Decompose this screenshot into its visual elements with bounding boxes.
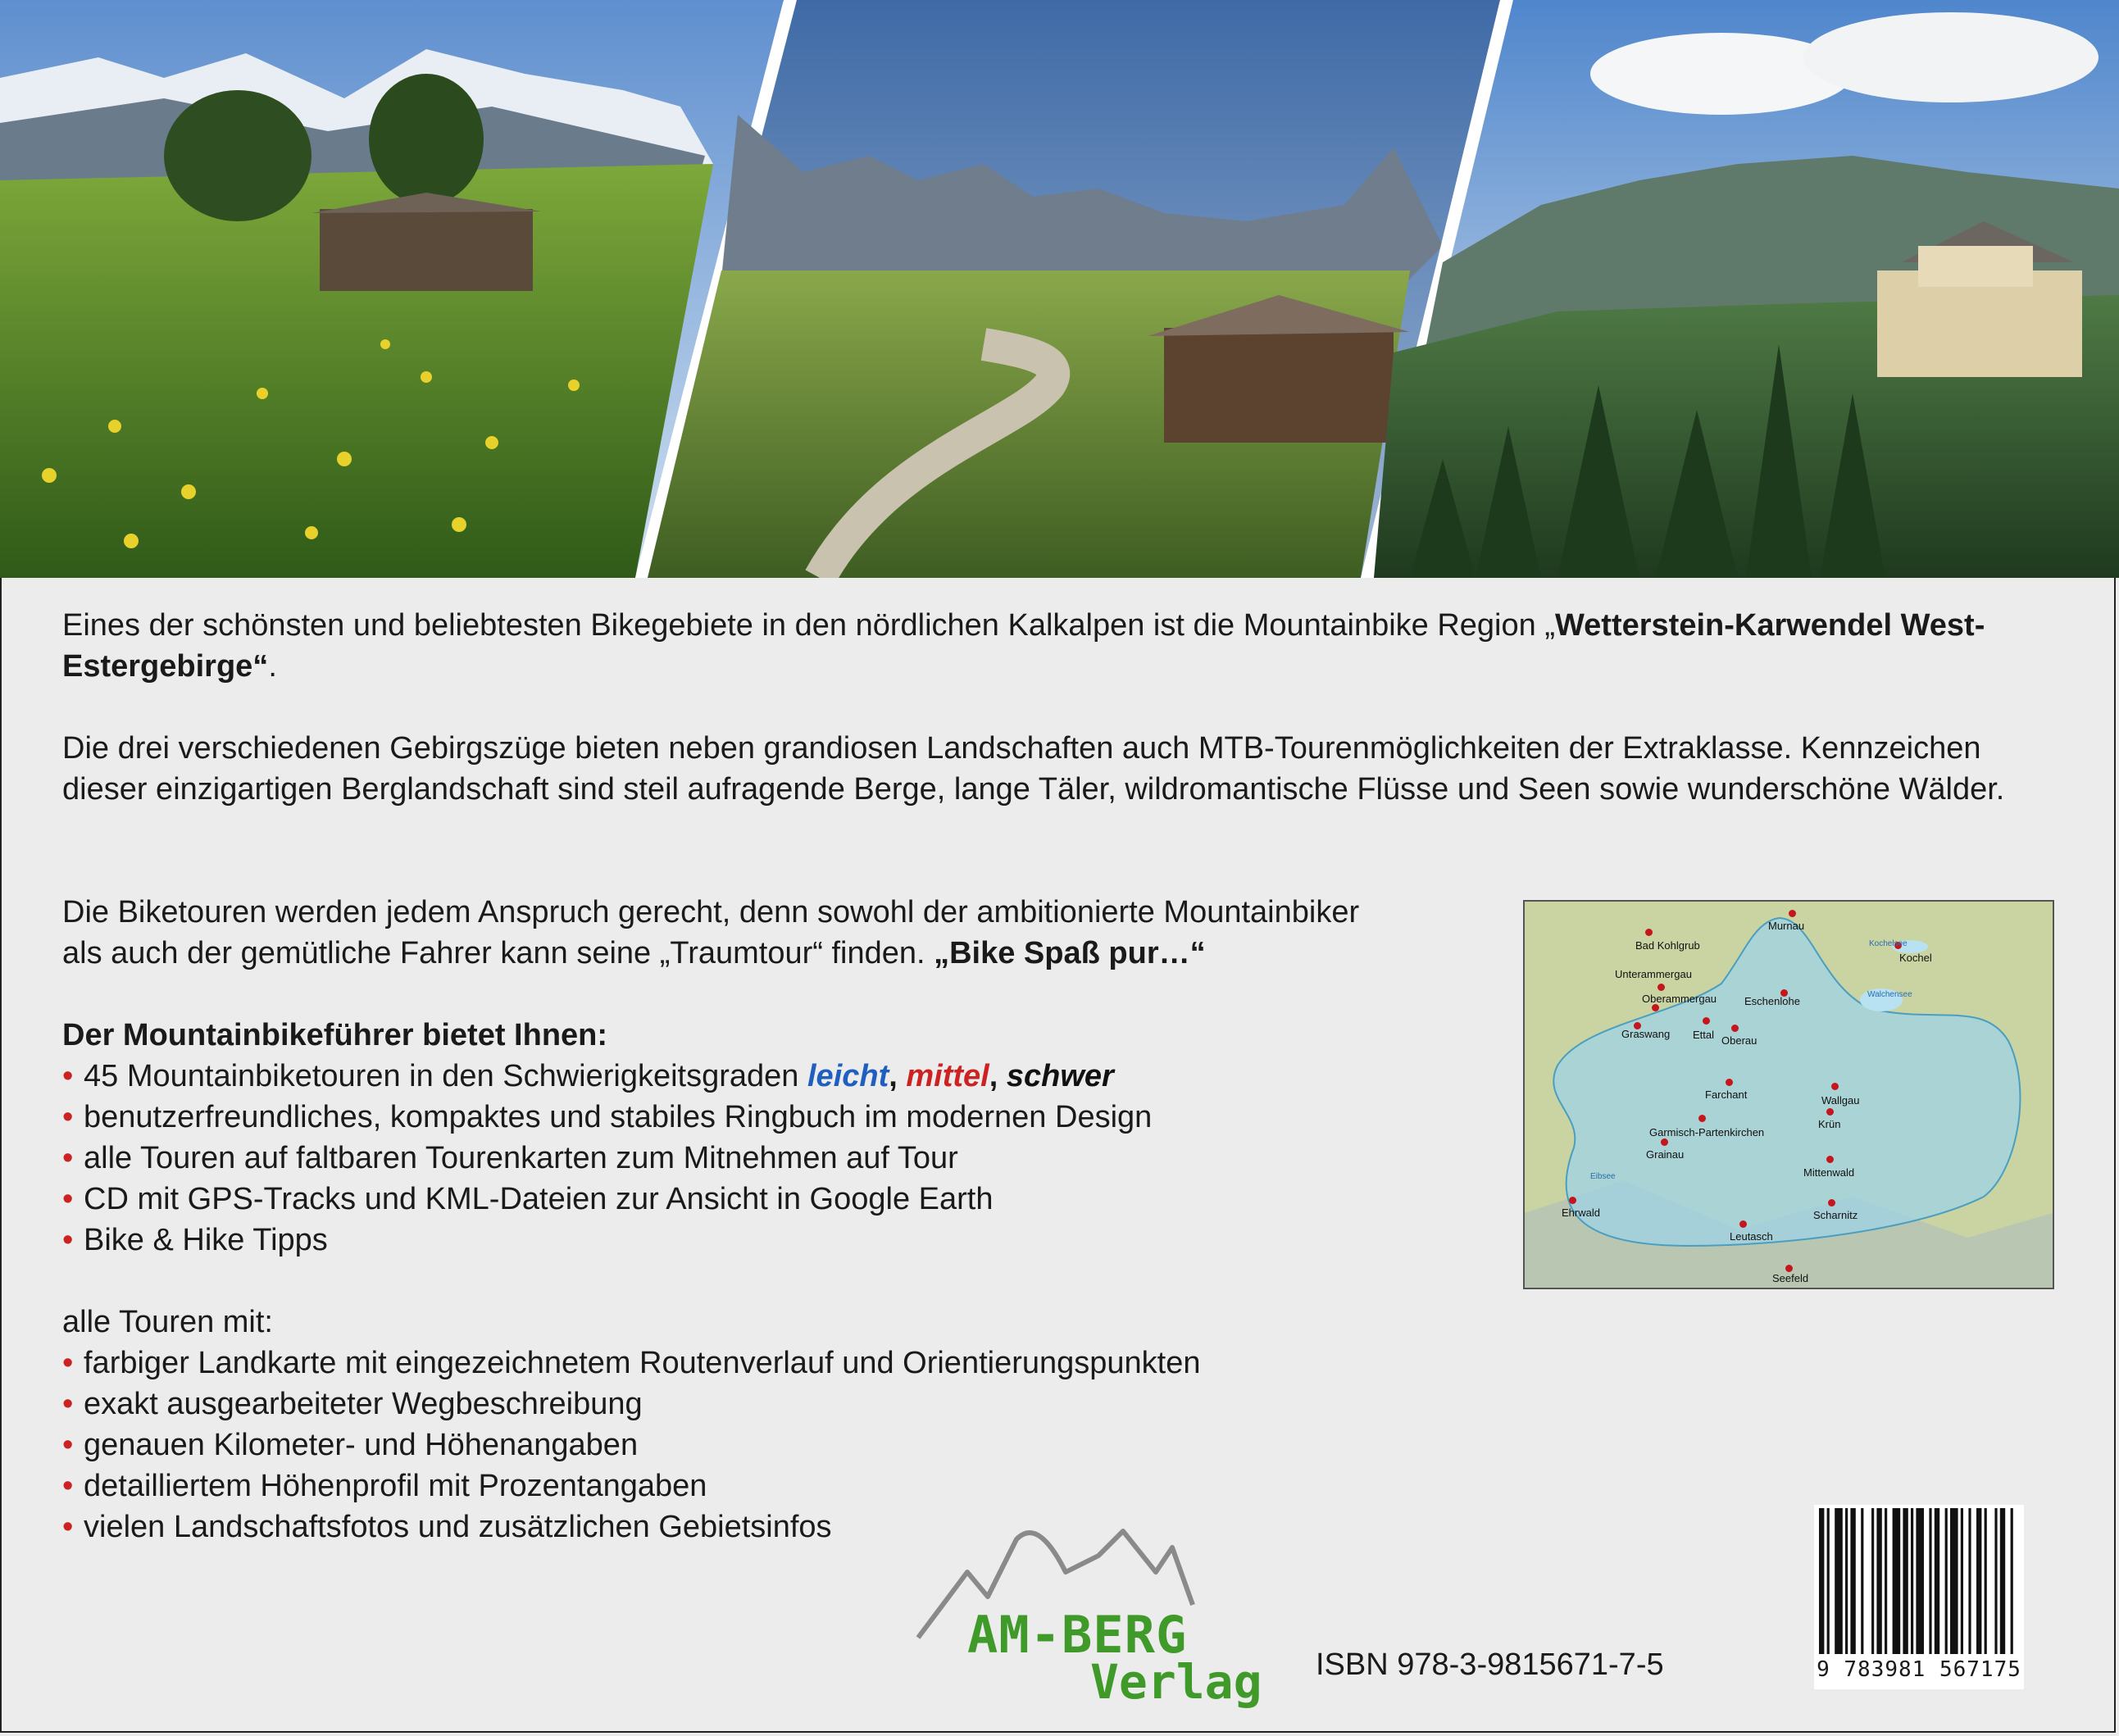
region-name: Wetterstein-Karwendel West-Estergebirge“ (62, 608, 1985, 684)
logo-text-verlag: Verlag (1090, 1654, 1262, 1710)
biketour-paragraph (62, 892, 1359, 974)
town-label: Ettal (1693, 1029, 1715, 1041)
level-medium: mittel (906, 1059, 989, 1093)
list-item: • farbiger Landkarte mit eingezeichnetem Routenverlauf und Orientierungspunkten (62, 1343, 1201, 1384)
list-item: • exakt ausgearbeiteter Wegbeschreibung (62, 1384, 1201, 1425)
alpine-pasture-photo (648, 0, 1500, 578)
tours-list (62, 1343, 1201, 1547)
town-marker (1831, 1083, 1839, 1090)
town-label: Eschenlohe (1744, 995, 1800, 1007)
biketour-line-2: als auch der gemütliche Fahrer kann seine „Traumtour“ finden. (62, 936, 934, 970)
level-easy: leicht (807, 1059, 889, 1093)
isbn-number: ISBN 978-3-9815671-7-5 (1316, 1647, 1664, 1682)
barcode-digits: 9 783981 567175 (1817, 1657, 2021, 1682)
lake-label: Eibsee (1590, 1172, 1616, 1181)
town-label: Leutasch (1730, 1230, 1773, 1243)
town-marker (1657, 984, 1665, 991)
town-label: Oberau (1721, 1034, 1757, 1047)
town-label: Wallgau (1821, 1094, 1860, 1107)
town-label: Krün (1818, 1118, 1841, 1130)
logo-text-amberg: AM-BERG (967, 1605, 1188, 1665)
town-marker (1826, 1156, 1834, 1163)
town-label: Unterammergau (1615, 968, 1692, 980)
town-label: Ehrwald (1562, 1207, 1600, 1219)
region-map (1523, 900, 2054, 1289)
town-marker (1726, 1079, 1733, 1086)
list-item: • genauen Kilometer- und Höhenangaben (62, 1425, 1201, 1466)
difficulty-text: 45 Mountainbiketouren in den Schwierigkeitsgraden (84, 1059, 807, 1093)
town-label: Kochel (1899, 952, 1932, 964)
features-section (62, 1015, 1152, 1261)
list-item: • detailliertem Höhenprofil mit Prozentangaben (62, 1466, 1201, 1507)
level-separator: , (989, 1059, 1007, 1093)
list-item (62, 1056, 1152, 1097)
town-label: Seefeld (1772, 1272, 1809, 1284)
town-label: Mittenwald (1803, 1166, 1855, 1179)
town-label: Grainau (1646, 1148, 1685, 1161)
town-marker (1652, 1004, 1659, 1011)
list-item: • CD mit GPS-Tracks und KML-Dateien zur Ansicht in Google Earth (62, 1179, 1152, 1220)
intro-paragraph (62, 605, 2062, 687)
town-label: Bad Kohlgrub (1635, 939, 1700, 952)
lake-label: Kochelsee (1869, 939, 1908, 948)
town-marker (1698, 1115, 1706, 1122)
town-marker (1645, 929, 1653, 936)
town-marker (1569, 1197, 1576, 1204)
list-item: • Bike & Hike Tipps (62, 1220, 1152, 1261)
town-marker (1731, 1025, 1739, 1032)
town-label: Murnau (1768, 920, 1805, 932)
biketour-line-1: Die Biketouren werden jedem Anspruch gerecht, denn sowohl der ambitionierte Mountainbiker (62, 895, 1360, 929)
town-marker (1789, 910, 1796, 917)
slogan: „Bike Spaß pur…“ (934, 936, 1206, 970)
town-marker (1828, 1199, 1835, 1207)
barcode-bars (1814, 1505, 2024, 1661)
map-terrain (1525, 902, 2053, 1288)
level-hard: schwer (1006, 1059, 1114, 1093)
town-label: Graswang (1621, 1028, 1671, 1040)
intro-end: . (268, 649, 277, 684)
photo-strip (0, 0, 2119, 578)
town-marker (1661, 1138, 1668, 1146)
lake-label: Walchensee (1867, 990, 1912, 999)
town-label: Oberammergau (1642, 993, 1717, 1005)
town-marker (1703, 1017, 1710, 1025)
landscape-paragraph: Die drei verschiedenen Gebirgszüge bieten neben grandiosen Landschaften auch MTB-Tourenmöglichkeiten der Extraklasse. Kennzeichen dieser einzigartigen Berglandschaft sind steil aufragende Berge, lange Täler, wildromantische Flüsse und Seen sowie wunderschöne Wälder. (62, 731, 2005, 807)
publisher-logo (910, 1523, 1287, 1711)
features-list (62, 1056, 1152, 1261)
town-label: Farchant (1705, 1088, 1748, 1101)
list-item: • alle Touren auf faltbaren Tourenkarten zum Mitnehmen auf Tour (62, 1138, 1152, 1179)
barcode (1814, 1505, 2024, 1689)
features-heading: Der Mountainbikeführer bietet Ihnen: (62, 1018, 608, 1052)
town-marker (1739, 1220, 1747, 1228)
town-marker (1826, 1108, 1834, 1116)
tours-section (62, 1302, 1201, 1547)
level-separator: , (889, 1059, 907, 1093)
intro-text: Eines der schönsten und beliebtesten Bikegebiete in den nördlichen Kalkalpen ist die Mountainbike Region „ (62, 608, 1555, 643)
tours-heading: alle Touren mit: (62, 1305, 273, 1339)
town-label: Scharnitz (1813, 1209, 1858, 1221)
list-item: • vielen Landschaftsfotos und zusätzlichen Gebietsinfos (62, 1507, 1201, 1547)
town-label: Garmisch-Partenkirchen (1649, 1126, 1765, 1138)
town-marker (1785, 1265, 1793, 1272)
list-item: • benutzerfreundliches, kompaktes und stabiles Ringbuch im modernen Design (62, 1097, 1152, 1138)
